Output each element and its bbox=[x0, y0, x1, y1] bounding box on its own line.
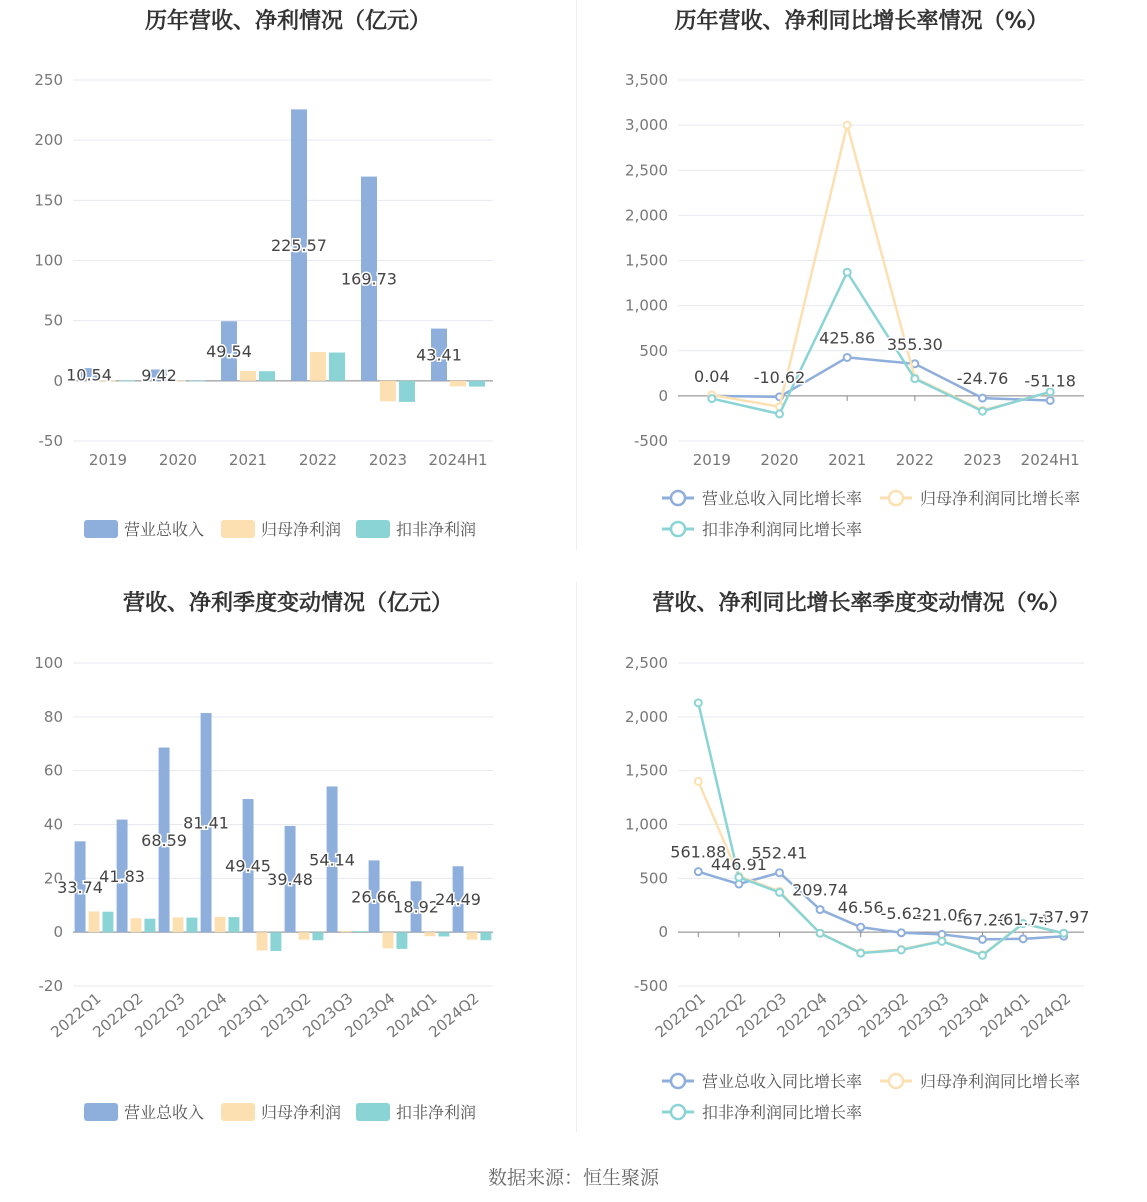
data-label: 446.91 bbox=[710, 855, 767, 875]
data-label: 552.41 bbox=[751, 843, 808, 863]
x-tick-label: 2023Q2 bbox=[854, 989, 912, 1042]
legend-label: 归母净利润同比增长率 bbox=[920, 489, 1081, 508]
data-point bbox=[1020, 935, 1027, 942]
data-label: 425.86 bbox=[819, 328, 876, 348]
data-label: 561.88 bbox=[670, 842, 727, 862]
bar-net-profit bbox=[310, 352, 326, 381]
y-tick-label: 40 bbox=[43, 815, 63, 834]
y-tick-label: 50 bbox=[43, 311, 63, 330]
legend-marker bbox=[889, 491, 903, 505]
y-tick-label: 500 bbox=[639, 869, 668, 888]
x-tick-label: 2022Q4 bbox=[773, 989, 831, 1042]
data-label: -10.62 bbox=[753, 367, 806, 387]
bar-deducted-profit bbox=[189, 381, 205, 382]
legend-swatch bbox=[356, 1103, 390, 1121]
bar-deducted-profit bbox=[480, 932, 491, 940]
bar-deducted-profit bbox=[270, 932, 281, 951]
legend-marker bbox=[671, 1105, 685, 1119]
legend-label: 扣非净利润同比增长率 bbox=[702, 520, 863, 539]
y-tick-label: 2,000 bbox=[625, 707, 668, 726]
data-point bbox=[695, 778, 702, 785]
legend-marker bbox=[889, 1074, 903, 1088]
annual-growth-chart bbox=[576, 0, 1147, 560]
y-tick-label: 0 bbox=[53, 371, 63, 390]
data-label: 54.14 bbox=[309, 850, 355, 870]
data-label: 355.30 bbox=[886, 334, 943, 354]
y-tick-label: 0 bbox=[658, 386, 668, 405]
panel-quarterly-amounts bbox=[0, 582, 576, 1142]
bar-deducted-profit bbox=[396, 932, 407, 949]
data-point bbox=[844, 269, 851, 276]
data-label: 24.49 bbox=[435, 890, 481, 910]
data-label: -61.74 bbox=[997, 909, 1049, 929]
data-point bbox=[708, 395, 715, 402]
y-tick-label: 100 bbox=[34, 654, 63, 672]
x-tick-label: 2019 bbox=[692, 451, 731, 469]
data-point bbox=[857, 924, 864, 931]
y-tick-label: 1,500 bbox=[625, 761, 668, 780]
x-tick-label: 2020 bbox=[760, 451, 799, 469]
x-tick-label: 2024Q2 bbox=[425, 989, 483, 1042]
legend-swatch bbox=[84, 520, 118, 538]
bar-net-profit bbox=[450, 381, 466, 387]
y-tick-label: 200 bbox=[34, 131, 63, 150]
legend-label: 营业总收入同比增长率 bbox=[702, 489, 863, 508]
y-tick-label: 1,000 bbox=[625, 815, 668, 834]
legend-marker bbox=[671, 1074, 685, 1088]
data-point bbox=[979, 936, 986, 943]
x-tick-label: 2019 bbox=[88, 451, 128, 469]
data-label: 26.66 bbox=[351, 887, 397, 907]
data-label: 49.54 bbox=[206, 342, 252, 362]
x-tick-label: 2023Q4 bbox=[341, 989, 399, 1042]
x-tick-label: 2022Q2 bbox=[692, 989, 750, 1042]
vertical-divider bbox=[576, 0, 577, 550]
bar-net-profit bbox=[173, 917, 184, 932]
y-tick-label: 0 bbox=[53, 923, 63, 942]
data-label: -67.26 bbox=[956, 910, 1009, 930]
data-point bbox=[776, 889, 783, 896]
chart-title: 营收、净利季度变动情况（亿元） bbox=[122, 591, 453, 616]
x-tick-label: 2022Q4 bbox=[173, 989, 231, 1042]
x-tick-label: 2023Q1 bbox=[215, 989, 273, 1042]
data-point bbox=[817, 930, 824, 937]
x-tick-label: 2021 bbox=[228, 451, 268, 469]
x-tick-label: 2024Q2 bbox=[1017, 989, 1075, 1042]
x-tick-label: 2023Q4 bbox=[935, 989, 994, 1042]
data-label: 225.57 bbox=[271, 236, 327, 256]
x-tick-label: 2022Q2 bbox=[89, 989, 147, 1042]
x-tick-label: 2022 bbox=[298, 451, 338, 469]
data-label: 33.74 bbox=[57, 877, 103, 897]
data-label: 81.41 bbox=[183, 813, 229, 833]
y-tick-label: 20 bbox=[43, 869, 63, 888]
legend-label: 归母净利润同比增长率 bbox=[920, 1072, 1081, 1091]
bar-net-profit bbox=[257, 932, 268, 950]
data-point bbox=[898, 946, 905, 953]
data-label: 68.59 bbox=[141, 830, 187, 850]
x-tick-label: 2022Q3 bbox=[131, 989, 189, 1042]
bar-net-profit bbox=[215, 917, 226, 932]
legend-label: 扣非净利润同比增长率 bbox=[702, 1103, 863, 1122]
data-label: 0.04 bbox=[694, 366, 730, 386]
data-point bbox=[1047, 397, 1054, 404]
series-line-deducted-profit bbox=[712, 272, 1050, 414]
y-tick-label: 3,000 bbox=[625, 116, 668, 135]
data-label: 39.48 bbox=[267, 870, 313, 890]
bar-deducted-profit bbox=[329, 353, 345, 381]
data-point bbox=[938, 938, 945, 945]
data-point bbox=[776, 410, 783, 417]
legend-label: 归母净利润 bbox=[261, 1103, 342, 1122]
x-tick-label: 2023Q1 bbox=[814, 989, 872, 1042]
legend-marker bbox=[671, 491, 685, 505]
data-label: 43.41 bbox=[416, 345, 462, 365]
data-label: 41.83 bbox=[99, 866, 145, 886]
bar-deducted-profit bbox=[144, 919, 155, 932]
bar-net-profit bbox=[380, 381, 396, 401]
x-tick-label: 2021 bbox=[828, 451, 867, 469]
bar-deducted-profit bbox=[228, 917, 239, 932]
bar-net-profit bbox=[341, 931, 352, 932]
panel-annual-growth bbox=[576, 0, 1147, 560]
data-point bbox=[844, 122, 851, 129]
y-tick-label: 2,000 bbox=[625, 206, 668, 225]
bar-net-profit bbox=[240, 371, 256, 381]
legend-swatch bbox=[84, 1103, 118, 1121]
x-tick-label: 2023Q3 bbox=[895, 989, 953, 1042]
legend-marker bbox=[671, 522, 685, 536]
legend-label: 营业总收入 bbox=[124, 1103, 205, 1122]
data-label: 49.45 bbox=[225, 856, 271, 876]
bar-net-profit bbox=[467, 932, 478, 940]
legend-label: 扣非净利润 bbox=[396, 1103, 477, 1122]
data-point bbox=[979, 408, 986, 415]
x-tick-label: 2020 bbox=[158, 451, 198, 469]
y-tick-label: 60 bbox=[43, 761, 63, 780]
y-tick-label: 3,500 bbox=[625, 71, 668, 89]
bar-deducted-profit bbox=[312, 932, 323, 940]
data-label: 46.56 bbox=[837, 898, 884, 918]
data-label: -5.62 bbox=[880, 903, 923, 923]
data-label: 9.42 bbox=[141, 366, 177, 386]
quarterly-growth-chart bbox=[576, 582, 1147, 1142]
x-tick-label: 2022 bbox=[895, 451, 934, 469]
legend-label: 营业总收入 bbox=[124, 520, 205, 539]
data-point bbox=[857, 950, 864, 957]
bar-net-profit bbox=[131, 918, 142, 932]
x-tick-label: 2022Q1 bbox=[651, 989, 709, 1042]
data-label: -24.76 bbox=[956, 369, 1009, 389]
legend-swatch bbox=[356, 520, 390, 538]
y-tick-label: 1,500 bbox=[625, 251, 668, 270]
bar-deducted-profit bbox=[259, 371, 275, 381]
panel-quarterly-growth bbox=[576, 582, 1147, 1142]
annual-amounts-chart bbox=[0, 0, 576, 560]
y-tick-label: 80 bbox=[43, 707, 63, 726]
data-point bbox=[844, 354, 851, 361]
bar-deducted-profit bbox=[354, 931, 365, 932]
x-tick-label: 2023Q3 bbox=[299, 989, 357, 1042]
data-point bbox=[817, 906, 824, 913]
data-point bbox=[1060, 930, 1067, 937]
x-tick-label: 2023 bbox=[368, 451, 408, 469]
bar-net-profit bbox=[383, 932, 394, 948]
y-tick-label: -500 bbox=[633, 432, 668, 450]
data-label: -21.06 bbox=[916, 905, 968, 925]
chart-title: 历年营收、净利同比增长率情况（%） bbox=[674, 9, 1049, 34]
data-label: -37.97 bbox=[1037, 907, 1090, 927]
y-tick-label: 250 bbox=[34, 71, 63, 89]
data-point bbox=[695, 699, 702, 706]
chart-title: 营收、净利同比增长率季度变动情况（%） bbox=[652, 591, 1071, 616]
x-tick-label: 2022Q3 bbox=[732, 989, 791, 1042]
data-point bbox=[735, 874, 742, 881]
x-tick-label: 2024H1 bbox=[428, 451, 488, 469]
bar-deducted-profit bbox=[438, 932, 449, 936]
chart-title: 历年营收、净利情况（亿元） bbox=[144, 9, 431, 34]
y-tick-label: 0 bbox=[658, 923, 668, 942]
bar-net-profit bbox=[299, 932, 310, 940]
data-point bbox=[776, 869, 783, 876]
bar-net-profit bbox=[425, 932, 436, 936]
data-label: 209.74 bbox=[792, 880, 849, 900]
bar-deducted-profit bbox=[469, 381, 485, 387]
panel-annual-amounts bbox=[0, 0, 576, 560]
y-tick-label: -20 bbox=[38, 977, 63, 995]
legend-swatch bbox=[221, 1103, 255, 1121]
legend-label: 营业总收入同比增长率 bbox=[702, 1072, 863, 1091]
y-tick-label: 500 bbox=[639, 341, 668, 360]
legend-label: 归母净利润 bbox=[261, 520, 342, 539]
y-tick-label: 2,500 bbox=[625, 161, 668, 180]
bar-net-profit bbox=[89, 911, 100, 932]
legend-swatch bbox=[221, 520, 255, 538]
bar-deducted-profit bbox=[186, 918, 197, 933]
data-point bbox=[695, 868, 702, 875]
x-tick-label: 2024Q1 bbox=[383, 989, 441, 1042]
x-tick-label: 2023 bbox=[963, 451, 1002, 469]
bar-deducted-profit bbox=[102, 912, 113, 932]
data-point bbox=[911, 375, 918, 382]
vertical-divider bbox=[576, 582, 577, 1132]
bar-deducted-profit bbox=[399, 381, 415, 402]
y-tick-label: 150 bbox=[34, 191, 63, 210]
y-tick-label: 2,500 bbox=[625, 654, 668, 672]
y-tick-label: -500 bbox=[633, 977, 668, 995]
x-tick-label: 2023Q2 bbox=[257, 989, 315, 1042]
data-point bbox=[979, 952, 986, 959]
data-label: 169.73 bbox=[341, 269, 397, 289]
data-point bbox=[898, 929, 905, 936]
x-tick-label: 2024H1 bbox=[1020, 451, 1080, 469]
data-point bbox=[979, 395, 986, 402]
data-label: 10.54 bbox=[66, 365, 112, 385]
y-tick-label: 100 bbox=[34, 251, 63, 270]
legend-label: 扣非净利润 bbox=[396, 520, 477, 539]
data-label: 18.92 bbox=[393, 897, 439, 917]
x-tick-label: 2024Q1 bbox=[976, 989, 1034, 1042]
x-tick-label: 2022Q1 bbox=[47, 989, 105, 1042]
quarterly-amounts-chart bbox=[0, 582, 576, 1142]
data-label: -51.18 bbox=[1024, 371, 1076, 391]
bar-deducted-profit bbox=[119, 381, 135, 382]
y-tick-label: 1,000 bbox=[625, 296, 668, 315]
y-tick-label: -50 bbox=[38, 432, 63, 450]
data-source: 数据来源：恒生聚源 bbox=[487, 1167, 659, 1189]
